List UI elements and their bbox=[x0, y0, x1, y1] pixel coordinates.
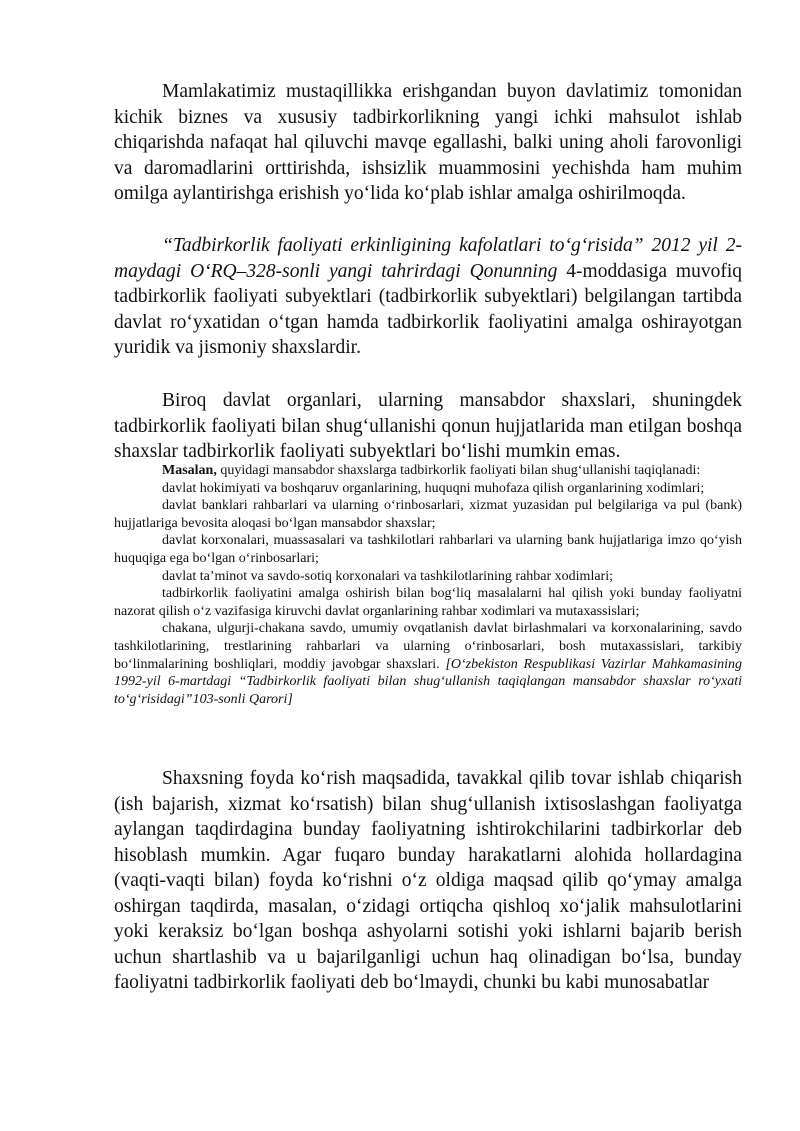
paragraph-law-definition bbox=[114, 233, 742, 361]
example-item: davlat hokimiyati va boshqaruv organlarining, huquqni muhofaza qilish organlarining xodimlari; bbox=[162, 480, 705, 496]
paragraph-restriction bbox=[114, 388, 742, 465]
example-lead-rest: quyidagi mansabdor shaxslarga tadbirkorlik faoliyati bilan shug‘ullanishi taqiqlanadi: bbox=[216, 463, 701, 478]
paragraph-law-definition-text bbox=[114, 233, 742, 361]
example-item: davlat ta’minot va savdo-sotiq korxonalari va tashkilotlarining rahbar xodimlari; bbox=[162, 568, 613, 584]
decree-citation: [O‘zbekiston Respublikasi Vazirlar Mahkamasining 1992-yil 6-martdagi “Tadbirkorlik faoliyati bilan shug‘ullanish taqiqlangan mansabdor shaxslar ro‘yxati to‘g‘risidagi”103-sonli Qarori] bbox=[114, 656, 742, 707]
example-block bbox=[114, 462, 742, 708]
law-title-italic: “Tadbirkorlik faoliyati erkinligining kafolatlari to‘g‘risida” 2012 yil 2-maydagi O‘RQ–328-sonli yangi tahrirdagi Qonunning bbox=[114, 235, 742, 282]
paragraph-intro-text: Mamlakatimiz mustaqillikka erishgandan buyon davlatimiz tomonidan kichik biznes va xususiy tadbirkorlikning yangi ichki mahsulot ishlab chiqarishda nafaqat hal qiluvchi mavqe egallashi, balki uning aholi farovonligi va daromadlarini orttirishda, ishsizlik muammosini yechishda ham muhim omilga aylantirishga erishish yo‘lida ko‘plab ishlar amalga oshirilmoqda. bbox=[114, 81, 742, 204]
example-lead bbox=[114, 462, 742, 480]
paragraph-intro bbox=[114, 79, 742, 207]
example-item: davlat korxonalari, muassasalari va tashkilotlari rahbarlari va ularning bank hujjatlariga imzo qo‘yish huquqiga ega bo‘lgan o‘rinbosarlari; bbox=[114, 533, 742, 566]
example-item: davlat banklari rahbarlari va ularning o‘rinbosarlari, xizmat yuzasidan pul belgilariga va pul (bank) hujjatlariga bevosita aloqasi bo‘lgan mansabdor shaxslar; bbox=[114, 498, 742, 531]
example-last-item-text: chakana, ulgurji-chakana savdo, umumiy ovqatlanish davlat birlashmalari va korxonalarining, savdo tashkilotlarining, trestlarining rahbarlari va ularning o‘rinbosarlari, bosh mutaxassislari, tarkibiy bo‘linmalarining boshliqlari, moddiy javobgar shaxslari. bbox=[114, 621, 742, 672]
paragraph-entrepreneur-definition bbox=[114, 766, 742, 996]
paragraph-entrepreneur-definition-text: Shaxsning foyda ko‘rish maqsadida, tavakkal qilib tovar ishlab chiqarish (ish bajarish, xizmat ko‘rsatish) bilan shug‘ullanish ixtisoslashgan faoliyatga aylangan taqdirdagina bunday faoliyatning ishtirokchilarini tadbirkorlar deb hisoblash mumkin. Agar fuqaro bunday harakatlarni alohida hollardagina (vaqti-vaqti bilan) foyda ko‘rishni o‘z oldiga maqsad qilib qo‘ymay amalga oshirgan taqdirda, masalan, o‘zidagi ortiqcha qishloq xo‘jalik mahsulotlarini yoki keraksiz bo‘lgan boshqa ashyolarni sotishi yoki ishlarni bajarib berish uchun shartlashib va u bajarilganligi uchun haq olinadigan bo‘lsa, bunday faoliyatni tadbirkorlik faoliyati deb bo‘lmaydi, chunki bu kabi munosabatlar bbox=[114, 768, 742, 993]
paragraph-restriction-text: Biroq davlat organlari, ularning mansabdor shaxslari, shuningdek tadbirkorlik faoliyati bilan shug‘ullanishi qonun hujjatlarida man etilgan boshqa shaxslar tadbirkorlik faoliyati subyektlari bo‘lishi mumkin emas. bbox=[114, 390, 742, 462]
law-definition-rest: 4-moddasiga muvofiq tadbirkorlik faoliyati subyektlari (tadbirkorlik subyektlari) belgilangan tartibda davlat ro‘yxatidan o‘tgan hamda tadbirkorlik faoliyatini amalga oshirayotgan yuridik va jismoniy shaxslardir. bbox=[114, 260, 743, 358]
example-item: tadbirkorlik faoliyatini amalga oshirish bilan bog‘liq masalalarni hal qilish yoki bunday faoliyatni nazorat qilish o‘z vazifasiga kiruvchi davlat organlarining rahbar xodimlari va mutaxassislari; bbox=[114, 586, 742, 619]
example-lead-bold: Masalan, bbox=[162, 463, 217, 478]
example-item-last bbox=[114, 620, 742, 708]
